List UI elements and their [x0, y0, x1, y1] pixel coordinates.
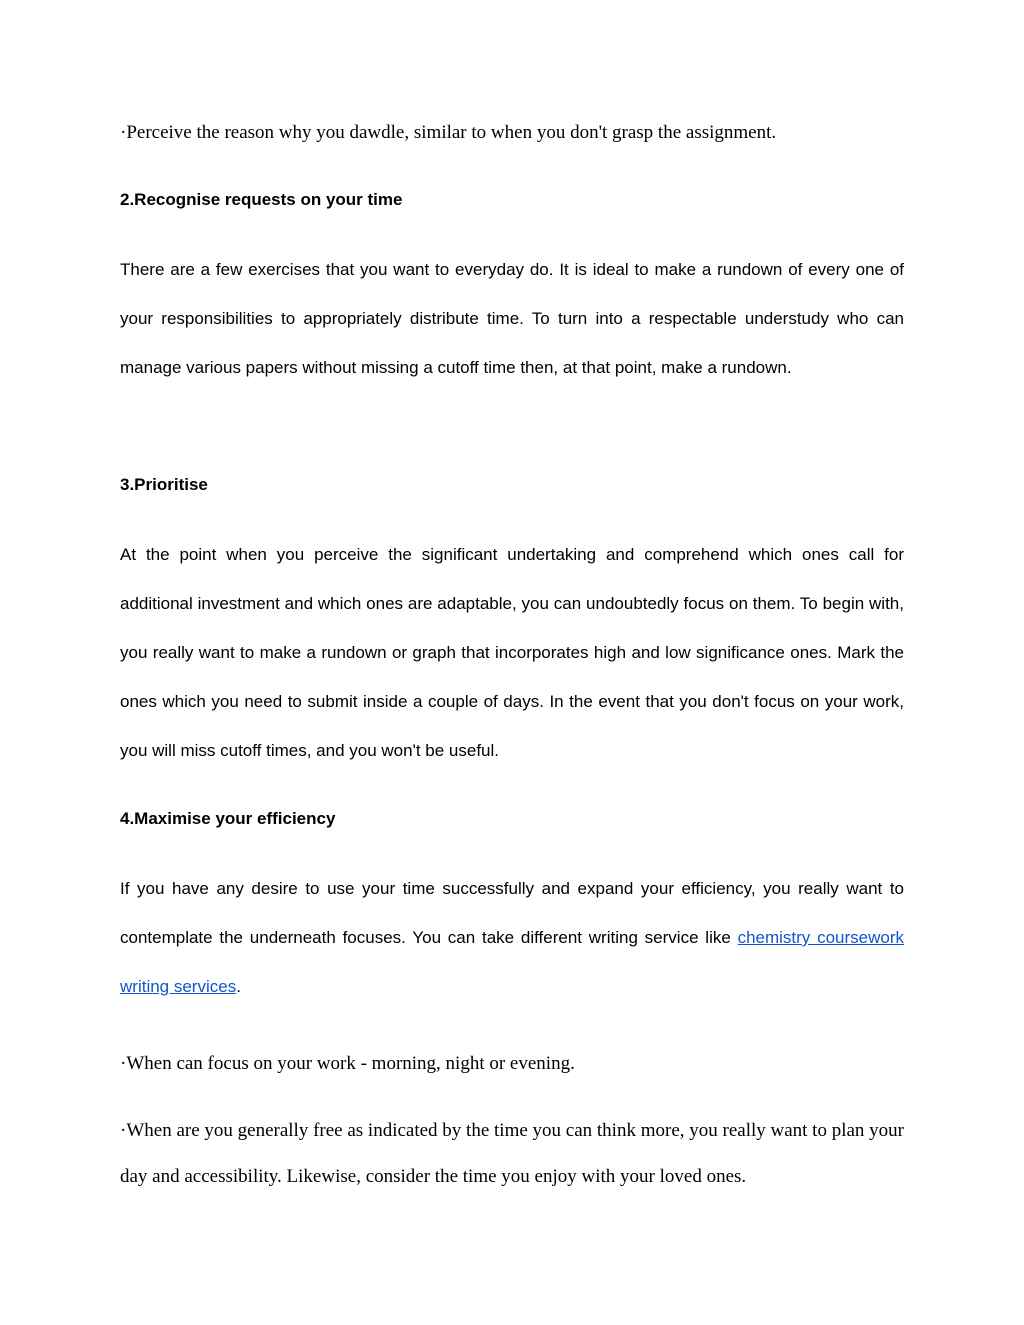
- heading-recognise-requests: 2.Recognise requests on your time: [120, 190, 403, 209]
- paragraph-prioritise: At the point when you perceive the significant undertaking and comprehend which ones call for additional investment and which ones are adaptable, you can undoubtedly focus on them. To begin with, you really want to make a rundown or graph that incorporates high and low significance ones. Mark the ones which you need to submit inside a couple of days. In the event that you don't focus on your work, you will miss cutoff times, and you won't be useful.: [120, 545, 904, 760]
- paragraph-maximise-efficiency: [120, 864, 904, 1011]
- paragraph-text: If you have any desire to use your time successfully and expand your efficiency, you really want to contemplate the underneath focuses. You can take different writing service like: [120, 879, 904, 947]
- heading-prioritise: 3.Prioritise: [120, 475, 208, 494]
- heading-maximise-efficiency: 4.Maximise your efficiency: [120, 809, 336, 828]
- paragraph-end: .: [236, 977, 241, 996]
- paragraph-recognise-requests: There are a few exercises that you want to everyday do. It is ideal to make a rundown of every one of your responsibilities to appropriately distribute time. To turn into a respectable understudy who can manage various papers without missing a cutoff time then, at that point, make a rundown.: [120, 260, 904, 377]
- bullet-reason-dawdle: ·Perceive the reason why you dawdle, similar to when you don't grasp the assignment.: [120, 122, 777, 143]
- bullet-free-time: ·When are you generally free as indicated by the time you can think more, you really want to plan your day and accessibility. Likewise, consider the time you enjoy with your loved ones.: [120, 1120, 905, 1187]
- bullet-focus-time: ·When can focus on your work - morning, night or evening.: [120, 1053, 575, 1074]
- chemistry-coursework-link[interactable]: chemistry coursework writing services: [120, 928, 904, 996]
